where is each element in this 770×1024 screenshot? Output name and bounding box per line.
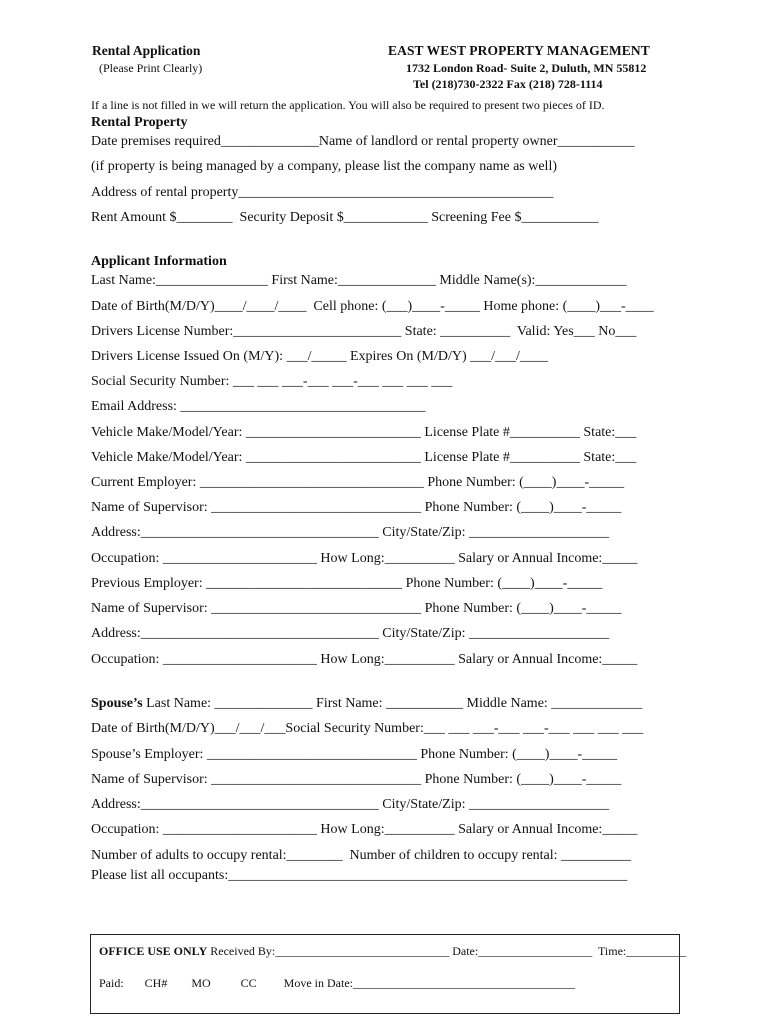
license-dates-line[interactable]: Drivers License Issued On (M/Y): ___/_____ Expires On (M/D/Y) ___/___/____ bbox=[91, 349, 548, 364]
spouse-supervisor-line[interactable]: Name of Supervisor: ______________________________ Phone Number: (____)____-_____ bbox=[91, 772, 622, 787]
spouse-occupation-line[interactable]: Occupation: ______________________ How Long:__________ Salary or Annual Income:_____ bbox=[91, 822, 638, 837]
office-received-fields[interactable]: Received By:_____________________________ Date:___________________ Time:__________ bbox=[207, 944, 687, 958]
office-received-row bbox=[99, 944, 686, 959]
applicant-info-heading: Applicant Information bbox=[91, 254, 227, 269]
occupants-count-line[interactable]: Number of adults to occupy rental:________ Number of children to occupy rental: __________ bbox=[91, 848, 632, 863]
company-address: 1732 London Road- Suite 2, Duluth, MN 55812 bbox=[406, 61, 647, 75]
address-line-1[interactable]: Address:__________________________________ City/State/Zip: ____________________ bbox=[91, 525, 609, 540]
spouse-employer-line[interactable]: Spouse’s Employer: ______________________________ Phone Number: (____)____-_____ bbox=[91, 747, 618, 762]
occupants-list-line[interactable]: Please list all occupants:_________________________________________________________ bbox=[91, 868, 628, 883]
vehicle-line-1[interactable]: Vehicle Make/Model/Year: _________________________ License Plate #__________ State:___ bbox=[91, 425, 637, 440]
spouse-name-line[interactable] bbox=[91, 696, 642, 712]
spouse-address-line[interactable]: Address:__________________________________ City/State/Zip: ____________________ bbox=[91, 797, 609, 812]
supervisor-line-1[interactable]: Name of Supervisor: ______________________________ Phone Number: (____)____-_____ bbox=[91, 500, 622, 515]
spouse-name-fields[interactable]: Last Name: ______________ First Name: ___________ Middle Name: _____________ bbox=[142, 696, 643, 711]
company-phone: Tel (218)730-2322 Fax (218) 728-1114 bbox=[413, 77, 603, 91]
rent-amount-line[interactable]: Rent Amount $________ Security Deposit $____________ Screening Fee $___________ bbox=[91, 210, 599, 225]
office-payment-row[interactable]: Paid: CH# MO CC Move in Date:_____________________________________ bbox=[99, 976, 575, 990]
office-use-label: OFFICE USE ONLY bbox=[99, 944, 208, 958]
form-subtitle: (Please Print Clearly) bbox=[99, 61, 203, 75]
occupation-line-2[interactable]: Occupation: ______________________ How Long:__________ Salary or Annual Income:_____ bbox=[91, 652, 638, 667]
office-use-box bbox=[90, 934, 687, 1014]
company-name: EAST WEST PROPERTY MANAGEMENT bbox=[388, 43, 650, 58]
previous-employer-line[interactable]: Previous Employer: ____________________________ Phone Number: (____)____-_____ bbox=[91, 576, 603, 591]
current-employer-line[interactable]: Current Employer: ________________________________ Phone Number: (____)____-_____ bbox=[91, 475, 625, 490]
supervisor-line-2[interactable]: Name of Supervisor: ______________________________ Phone Number: (____)____-_____ bbox=[91, 601, 622, 616]
rental-property-heading: Rental Property bbox=[91, 115, 188, 130]
date-premises-required-line[interactable]: Date premises required______________Name of landlord or rental property owner___________ bbox=[91, 134, 635, 149]
rental-address-line[interactable]: Address of rental property_____________________________________________ bbox=[91, 185, 554, 200]
applicant-dob-phone-line[interactable]: Date of Birth(M/D/Y)____/____/____ Cell phone: (___)____-_____ Home phone: (____)___-____ bbox=[91, 299, 654, 314]
spouse-heading: Spouse’s bbox=[91, 696, 143, 711]
drivers-license-line[interactable]: Drivers License Number:________________________ State: __________ Valid: Yes___ No___ bbox=[91, 324, 637, 339]
applicant-name-line[interactable]: Last Name:________________ First Name:______________ Middle Name(s):_____________ bbox=[91, 273, 627, 288]
address-line-2[interactable]: Address:__________________________________ City/State/Zip: ____________________ bbox=[91, 626, 609, 641]
spouse-dob-ssn-line[interactable]: Date of Birth(M/D/Y)___/___/___Social Security Number:___ ___ ___-___ ___-___ ___ ___ ___ bbox=[91, 721, 644, 736]
vehicle-line-2[interactable]: Vehicle Make/Model/Year: _________________________ License Plate #__________ State:___ bbox=[91, 450, 637, 465]
property-company-note: (if property is being managed by a company, please list the company name as well) bbox=[91, 159, 557, 174]
ssn-line[interactable]: Social Security Number: ___ ___ ___-___ ___-___ ___ ___ ___ bbox=[91, 374, 453, 389]
email-line[interactable]: Email Address: ___________________________________ bbox=[91, 399, 426, 414]
occupation-line-1[interactable]: Occupation: ______________________ How Long:__________ Salary or Annual Income:_____ bbox=[91, 551, 638, 566]
instructions-note: If a line is not filled in we will return the application. You will also be required to present two pieces of ID. bbox=[91, 98, 605, 112]
form-title: Rental Application bbox=[92, 43, 201, 58]
